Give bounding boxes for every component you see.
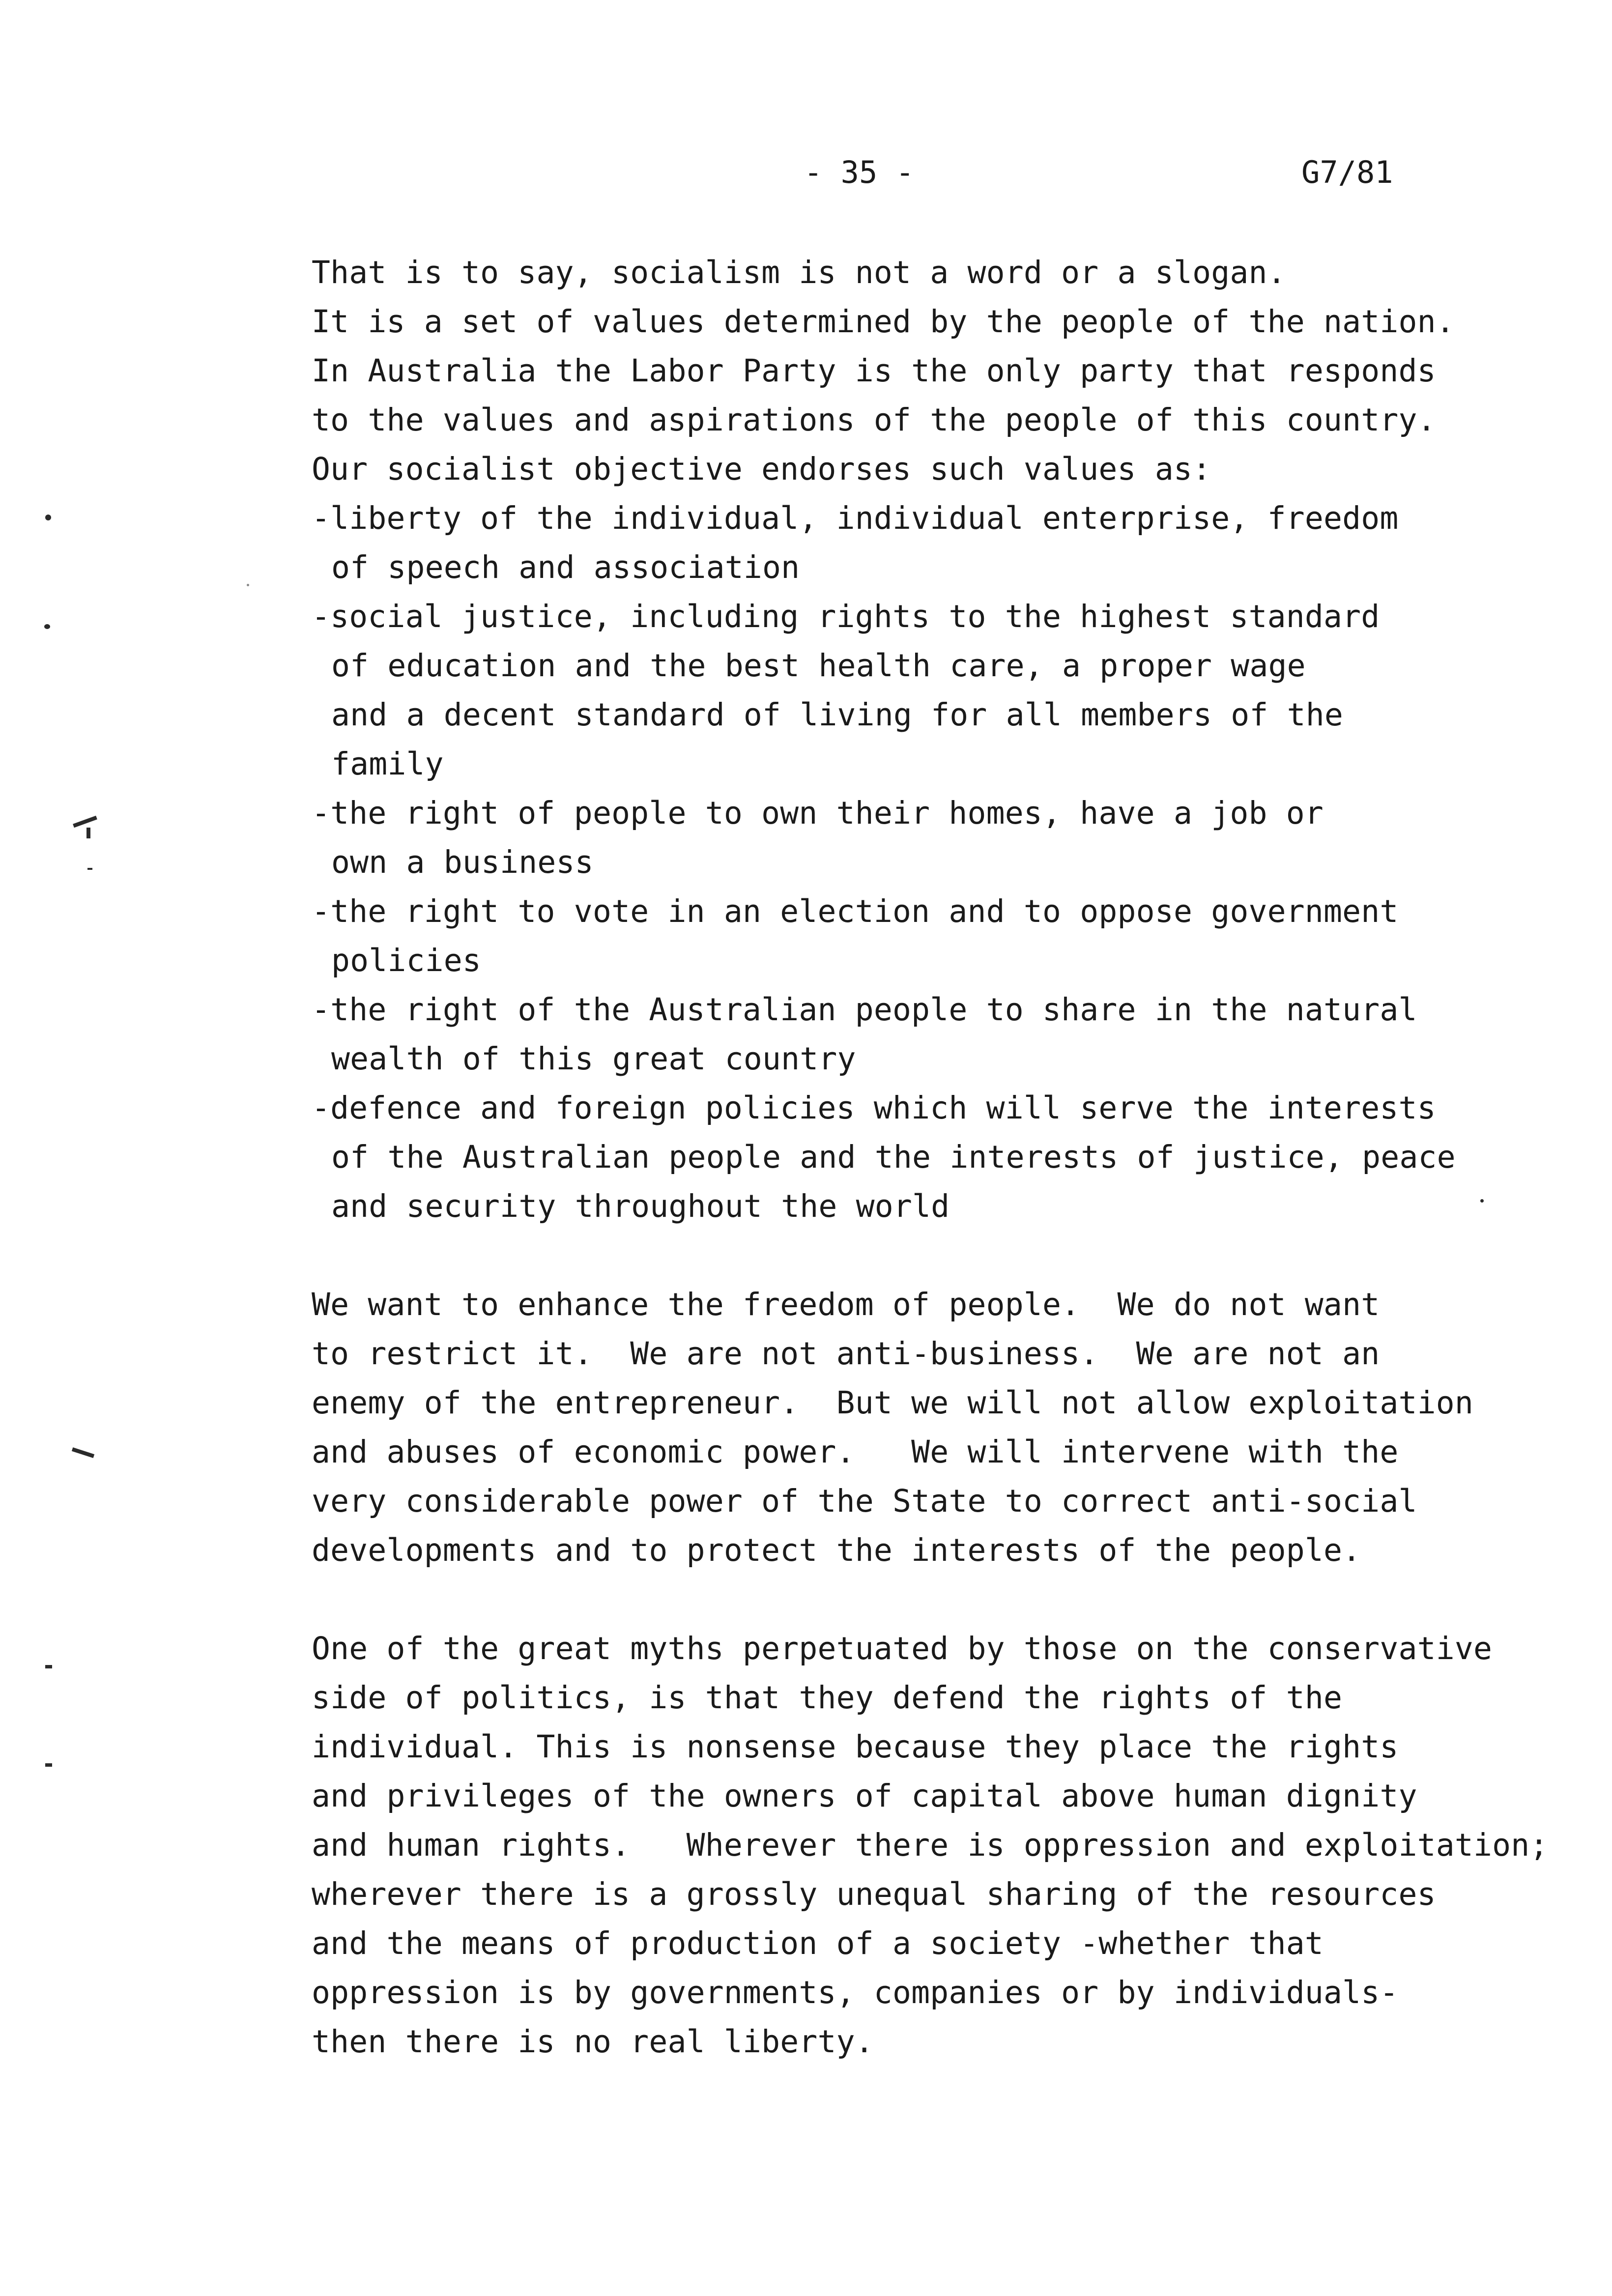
text-line: individual. This is nonsense because they place the rights	[312, 1729, 1399, 1765]
text-line: In Australia the Labor Party is the only party that responds	[312, 353, 1436, 389]
document-reference: G7/81	[1301, 154, 1393, 190]
list-item-right-to-vote	[312, 887, 1609, 985]
text-line: and human rights. Wherever there is oppression and exploitation;	[312, 1827, 1549, 1863]
text-line: and the means of production of a society -whether that	[312, 1925, 1324, 1961]
text-line: then there is no real liberty.	[312, 2024, 874, 2060]
list-item-natural-wealth	[312, 985, 1609, 1084]
paragraph-freedom	[312, 1280, 1609, 1575]
list-item-social-justice	[312, 592, 1609, 789]
text-line: wherever there is a grossly unequal sharing of the resources	[312, 1876, 1436, 1912]
values-list	[312, 494, 1609, 1231]
paragraph-gap	[312, 1575, 1609, 1624]
text-line: to restrict it. We are not anti-business. We are not an	[312, 1336, 1380, 1372]
list-item-line: family	[331, 746, 444, 782]
list-item-line: own a business	[331, 844, 594, 880]
list-item-line: -the right of the Australian people to share in the natural	[312, 992, 1417, 1028]
list-item-line: -the right of people to own their homes, have a job or	[312, 795, 1324, 831]
list-item-line: of the Australian people and the interests of justice, peace	[331, 1139, 1456, 1175]
scan-speck	[247, 584, 249, 586]
paragraph-gap	[312, 1231, 1609, 1280]
text-line: very considerable power of the State to correct anti-social	[312, 1483, 1417, 1519]
list-item-homes-jobs	[312, 789, 1609, 887]
text-line: and privileges of the owners of capital above human dignity	[312, 1778, 1417, 1814]
text-line: One of the great myths perpetuated by those on the conservative	[312, 1631, 1493, 1666]
list-item-line: -defence and foreign policies which will serve the interests	[312, 1090, 1436, 1126]
body-text	[312, 248, 1609, 2066]
text-line: We want to enhance the freedom of people. We do not want	[312, 1287, 1380, 1322]
margin-dot	[44, 624, 50, 629]
paragraph-intro	[312, 248, 1609, 494]
list-item-line: of speech and association	[331, 549, 800, 585]
margin-dash	[45, 1665, 52, 1668]
margin-tick-mark	[86, 828, 90, 838]
list-item-line: -liberty of the individual, individual enterprise, freedom	[312, 500, 1399, 536]
margin-tick-mark	[73, 816, 97, 828]
list-item-line: wealth of this great country	[331, 1041, 856, 1077]
text-line: Our socialist objective endorses such values as:	[312, 451, 1211, 487]
list-item-line: and a decent standard of living for all members of the	[331, 697, 1343, 733]
margin-dash	[87, 868, 92, 870]
list-item-line: of education and the best health care, a proper wage	[331, 648, 1306, 684]
paragraph-myths	[312, 1624, 1609, 2066]
margin-tick-mark	[72, 1447, 94, 1458]
list-item-line: -the right to vote in an election and to oppose government	[312, 893, 1399, 929]
text-line: It is a set of values determined by the people of the nation.	[312, 304, 1455, 340]
text-line: enemy of the entrepreneur. But we will not allow exploitation	[312, 1385, 1474, 1421]
text-line: and abuses of economic power. We will intervene with the	[312, 1434, 1399, 1470]
list-item-defence-foreign	[312, 1084, 1609, 1231]
text-line: side of politics, is that they defend the rights of the	[312, 1680, 1343, 1716]
list-item-line: policies	[331, 943, 482, 978]
text-line: to the values and aspirations of the people of this country.	[312, 402, 1436, 438]
text-line: That is to say, socialism is not a word or a slogan.	[312, 255, 1286, 290]
list-item-liberty	[312, 494, 1609, 592]
scan-speck	[1480, 1199, 1484, 1203]
list-item-line: -social justice, including rights to the highest standard	[312, 599, 1380, 634]
text-line: oppression is by governments, companies or by individuals-	[312, 1975, 1399, 2010]
list-item-line: and security throughout the world	[331, 1188, 950, 1224]
margin-dot	[45, 515, 51, 520]
margin-dash	[45, 1763, 52, 1767]
page-number: - 35 -	[804, 154, 914, 190]
text-line: developments and to protect the interests of the people.	[312, 1532, 1361, 1568]
